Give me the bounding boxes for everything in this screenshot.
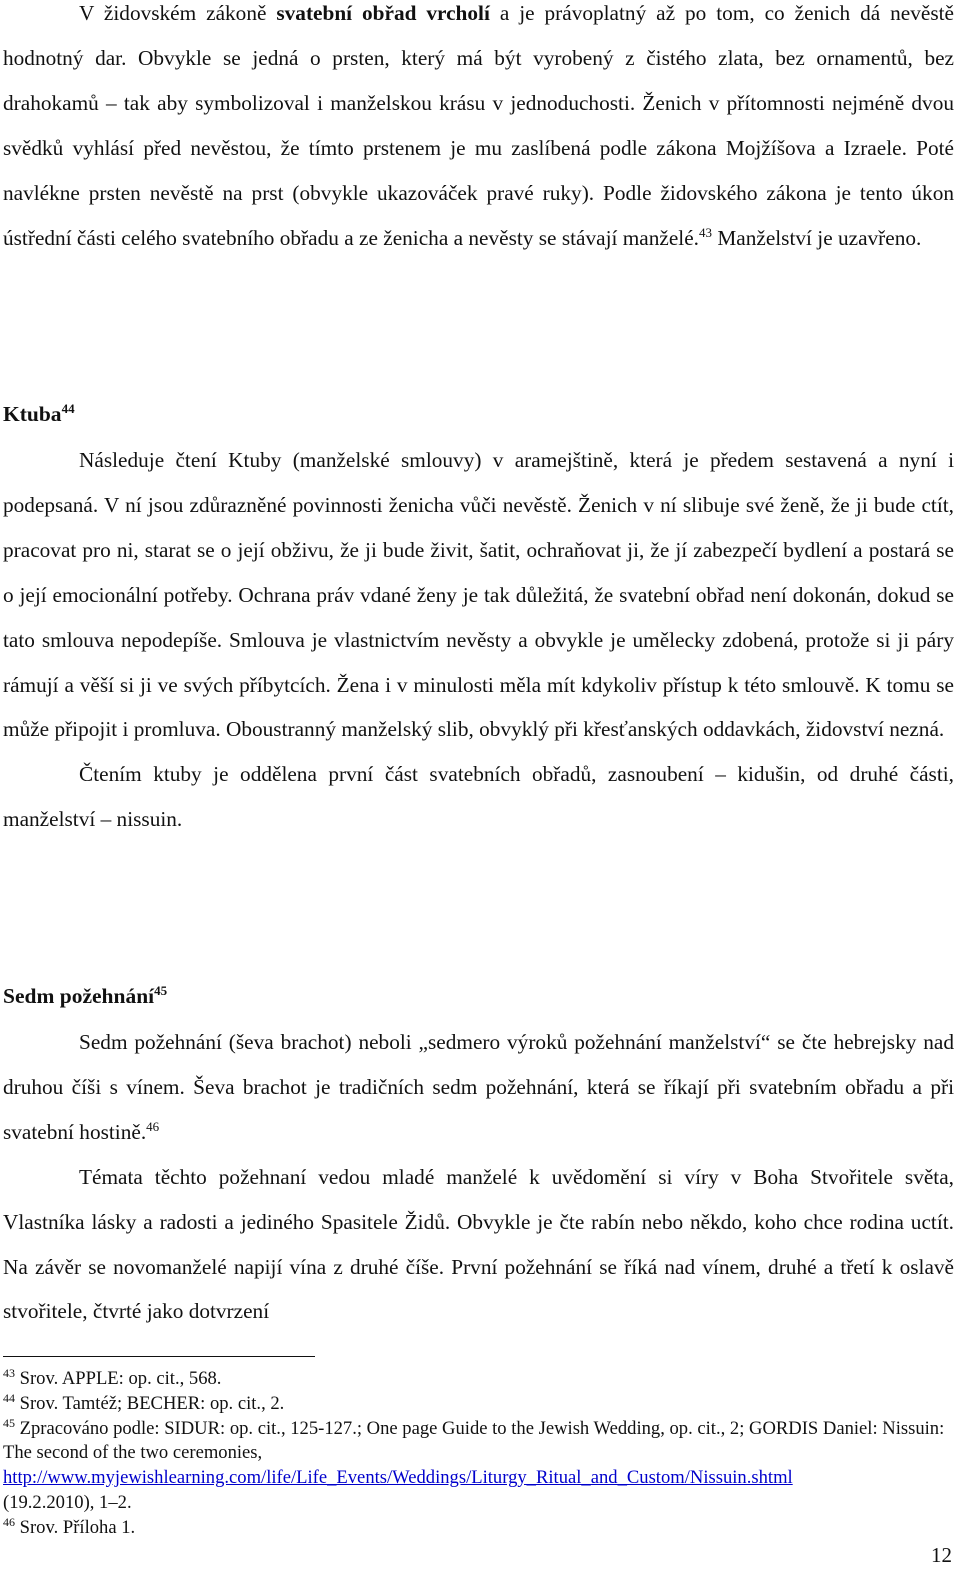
paragraph-ktuba: Následuje čtení Ktuby (manželské smlouvy) v aramejštině, která je předem sestavená a nyní i podepsaná. V ní jsou zdůrazněné povinnosti ženicha vůči nevěstě. Ženich v ní slibuje své ženě, že ji bude ctít, pracovat pro ni, starat se o její obživu, že ji bude živit, šatit, ochraňovat ji, že jí zabezpečí bydlení a postará se o její emocionální potřeby. Ochrana práv vdané ženy je tak důležitá, že svatební obřad není dokonán, dokud se tato smlouva nepodepíše. Smlouva je vlastnictvím nevěsty a obvykle je umělecky zdobená, protože si ji páry rámují a věší si ji ve svých příbytcích. Žena i v minulosti měla mít kdykoliv přístup k této smlouvě. K tomu se může připojit i promluva. Oboustranný manželský slib, obvyklý při křesťanských oddavkách, židovství nezná. (3, 448, 954, 742)
footnote-number: 44 (3, 1390, 15, 1405)
footnote-number: 46 (3, 1514, 15, 1529)
footnote-ref-46[interactable]: 46 (146, 1118, 160, 1134)
heading-text: Sedm požehnání (3, 984, 155, 1008)
text: Sedm požehnání (ševa brachot) neboli „sedmero výroků požehnání manželství“ se čte hebrejsky nad druhou číši s vínem. Ševa brachot je tradičních sedm požehnání, která se říkají při svatebním obřadu a při svatební hostině. (3, 1030, 954, 1144)
page-number: 12 (931, 1543, 952, 1567)
emphasis: svatební obřad vrcholí (276, 1, 490, 25)
footnote-45-date: (19.2.2010), 1–2. (3, 1491, 132, 1513)
footnote-43 (3, 1367, 954, 1392)
footnote-ref-44[interactable]: 44 (61, 400, 75, 416)
paragraph-seva-brachot (3, 1020, 954, 1155)
footnote-text: Srov. Příloha 1. (15, 1516, 136, 1538)
footnote-number: 45 (3, 1415, 15, 1430)
heading-text: Ktuba (3, 402, 62, 426)
footnote-text: Srov. Tamtéž; BECHER: op. cit., 2. (15, 1392, 285, 1414)
heading-sedm-pozehnani (3, 984, 167, 1009)
footnote-45 (3, 1417, 954, 1516)
footnote-text: Srov. APPLE: op. cit., 568. (15, 1368, 222, 1389)
footnote-ref-45[interactable]: 45 (154, 982, 168, 998)
footnote-separator (3, 1356, 315, 1357)
text: a je právoplatný až po tom, co ženich dá nevěstě hodnotný dar. Obvykle se jedná o prsten, který má být vyrobený z čistého zlata, bez ornamentů, bez drahokamů – tak aby symbolizoval i manželskou krásu v jednoduchosti. Ženich v přítomnosti nejméně dvou svědků vyhlásí před nevěstou, že tímto prstenem je mu zaslíbená podle zákona Mojžíšova a Izraele. Poté navlékne prsten nevěstě na prst (obvykle ukazováček pravé ruky). Podle židovského zákona je tento úkon ústřední části celého svatebního obřadu a ze ženicha a nevěsty se stávají manželé. (3, 1, 954, 250)
footnote-45-link[interactable]: http://www.myjewishlearning.com/life/Life_Events/Weddings/Liturgy_Ritual_and_Custom/Nissuin.shtml (3, 1467, 793, 1489)
paragraph-wedding-ring (3, 0, 954, 260)
paragraph-ktuba-2: Čtením ktuby je oddělena první část svatebních obřadů, zasnoubení – kidušin, od druhé části, manželství – nissuin. (3, 762, 954, 832)
footnote-text: Zpracováno podle: SIDUR: op. cit., 125-127.; One page Guide to the Jewish Wedding, op. cit., 2; GORDIS Daniel: Nissuin: The second of the two ceremonies, (3, 1417, 945, 1464)
footnotes (3, 1367, 954, 1541)
footnote-46 (3, 1516, 954, 1541)
heading-ktuba (3, 402, 75, 427)
footnote-ref-43[interactable]: 43 (699, 224, 712, 240)
section-ktuba-body (3, 438, 954, 842)
text: V židovském zákoně (79, 1, 277, 25)
paragraph-seva-brachot-2: Témata těchto požehnaní vedou mladé manželé k uvědomění si víry v Boha Stvořitele světa, Vlastníka lásky a radosti a jediného Spasitele Židů. Obvykle je čte rabín nebo někdo, koho chce rodina uctít. Na závěr se novomanželé napijí vína z druhé číše. První požehnání se říká nad vínem, druhé a třetí k oslavě stvořitele, čtvrté jako dotvrzení (3, 1164, 954, 1324)
section-sedm-body (3, 1020, 954, 1334)
text: Manželství je uzavřeno. (712, 225, 922, 250)
footnote-44 (3, 1392, 954, 1417)
footnote-number: 43 (3, 1365, 15, 1380)
